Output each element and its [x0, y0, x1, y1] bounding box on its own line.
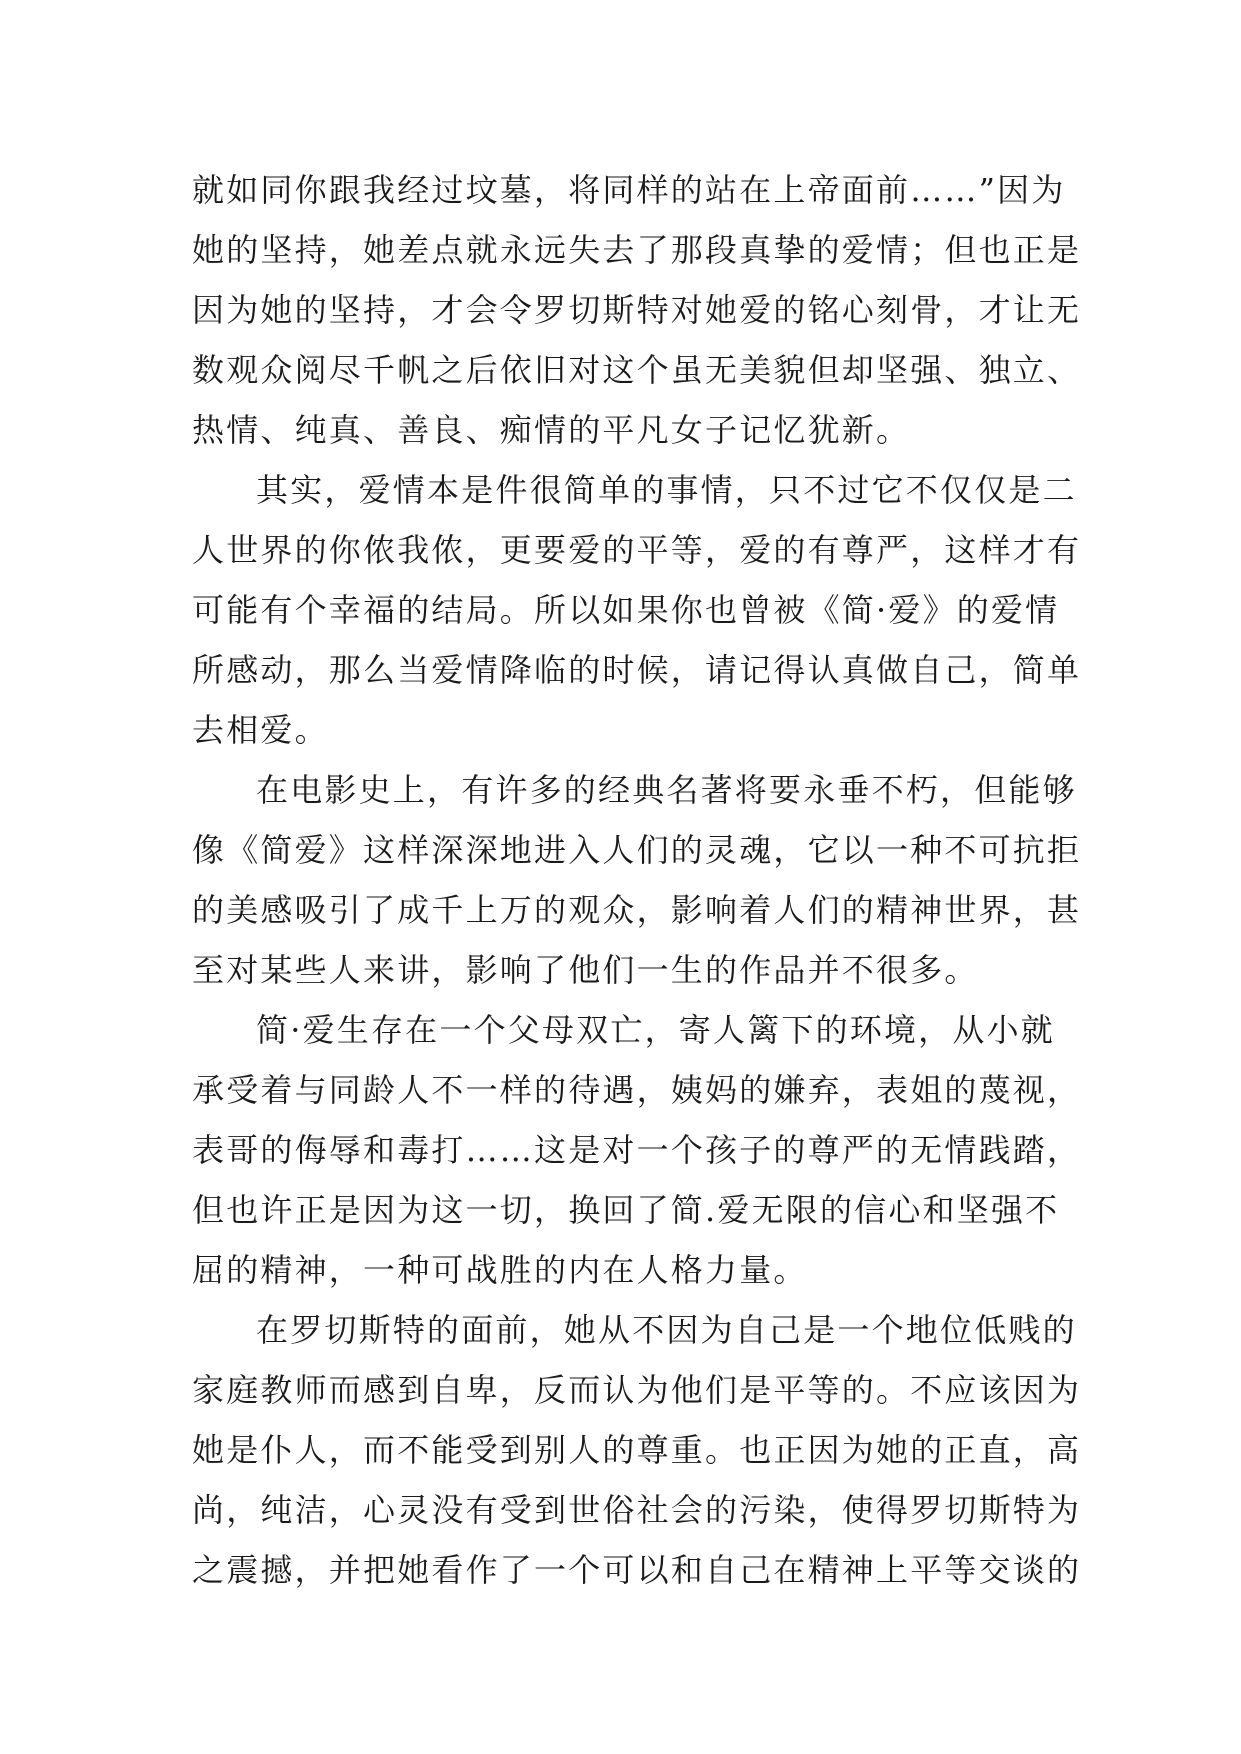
text-line: 承受着与同龄人不一样的待遇，姨妈的嫌弃，表姐的蔑视，	[192, 1071, 1082, 1109]
body-text	[192, 160, 1082, 1600]
text-line: 但也许正是因为这一切，换回了简.爱无限的信心和坚强不	[192, 1191, 1060, 1229]
paragraph-5	[192, 1300, 1082, 1600]
text-line-indented: 简·爱生存在一个父母双亡，寄人篱下的环境，从小就	[256, 1011, 1055, 1049]
paragraph-1	[192, 160, 1082, 460]
text-line: 她是仆人，而不能受到别人的尊重。也正因为她的正直，高	[192, 1431, 1082, 1469]
text-line: 数观众阅尽千帆之后依旧对这个虽无美貌但却坚强、独立、	[192, 351, 1082, 389]
text-line: 人世界的你侬我侬，更要爱的平等，爱的有尊严，这样才有	[192, 531, 1082, 569]
text-line: 的美感吸引了成千上万的观众，影响着人们的精神世界，甚	[192, 891, 1082, 929]
text-line-indented: 其实，爱情本是件很简单的事情，只不过它不仅仅是二	[256, 471, 1077, 509]
text-line: 就如同你跟我经过坟墓，将同样的站在上帝面前……”因为	[192, 171, 1066, 209]
text-line: 像《简爱》这样深深地进入人们的灵魂，它以一种不可抗拒	[192, 831, 1082, 869]
text-line-indented: 在电影史上，有许多的经典名著将要永垂不朽，但能够	[256, 771, 1077, 809]
text-line: 所感动，那么当爱情降临的时候，请记得认真做自己，简单	[192, 651, 1082, 689]
text-line: 家庭教师而感到自卑，反而认为他们是平等的。不应该因为	[192, 1371, 1082, 1409]
text-line: 表哥的侮辱和毒打……这是对一个孩子的尊严的无情践踏，	[192, 1131, 1082, 1169]
text-line: 尚，纯洁，心灵没有受到世俗社会的污染，使得罗切斯特为	[192, 1491, 1082, 1529]
text-line: 去相爱。	[192, 711, 329, 749]
text-line-indented: 在罗切斯特的面前，她从不因为自己是一个地位低贱的	[256, 1311, 1077, 1349]
text-line: 可能有个幸福的结局。所以如果你也曾被《简·爱》的爱情	[192, 591, 1060, 629]
text-line: 因为她的坚持，才会令罗切斯特对她爱的铭心刻骨，才让无	[192, 291, 1082, 329]
text-line: 之震撼，并把她看作了一个可以和自己在精神上平等交谈的	[192, 1551, 1082, 1589]
text-line: 至对某些人来讲，影响了他们一生的作品并不很多。	[192, 951, 979, 989]
text-line: 热情、纯真、善良、痴情的平凡女子记忆犹新。	[192, 411, 911, 449]
text-line: 她的坚持，她差点就永远失去了那段真挚的爱情；但也正是	[192, 231, 1082, 269]
paragraph-4	[192, 1000, 1082, 1300]
paragraph-2	[192, 460, 1082, 760]
paragraph-3	[192, 760, 1082, 1000]
text-line: 屈的精神，一种可战胜的内在人格力量。	[192, 1251, 808, 1289]
